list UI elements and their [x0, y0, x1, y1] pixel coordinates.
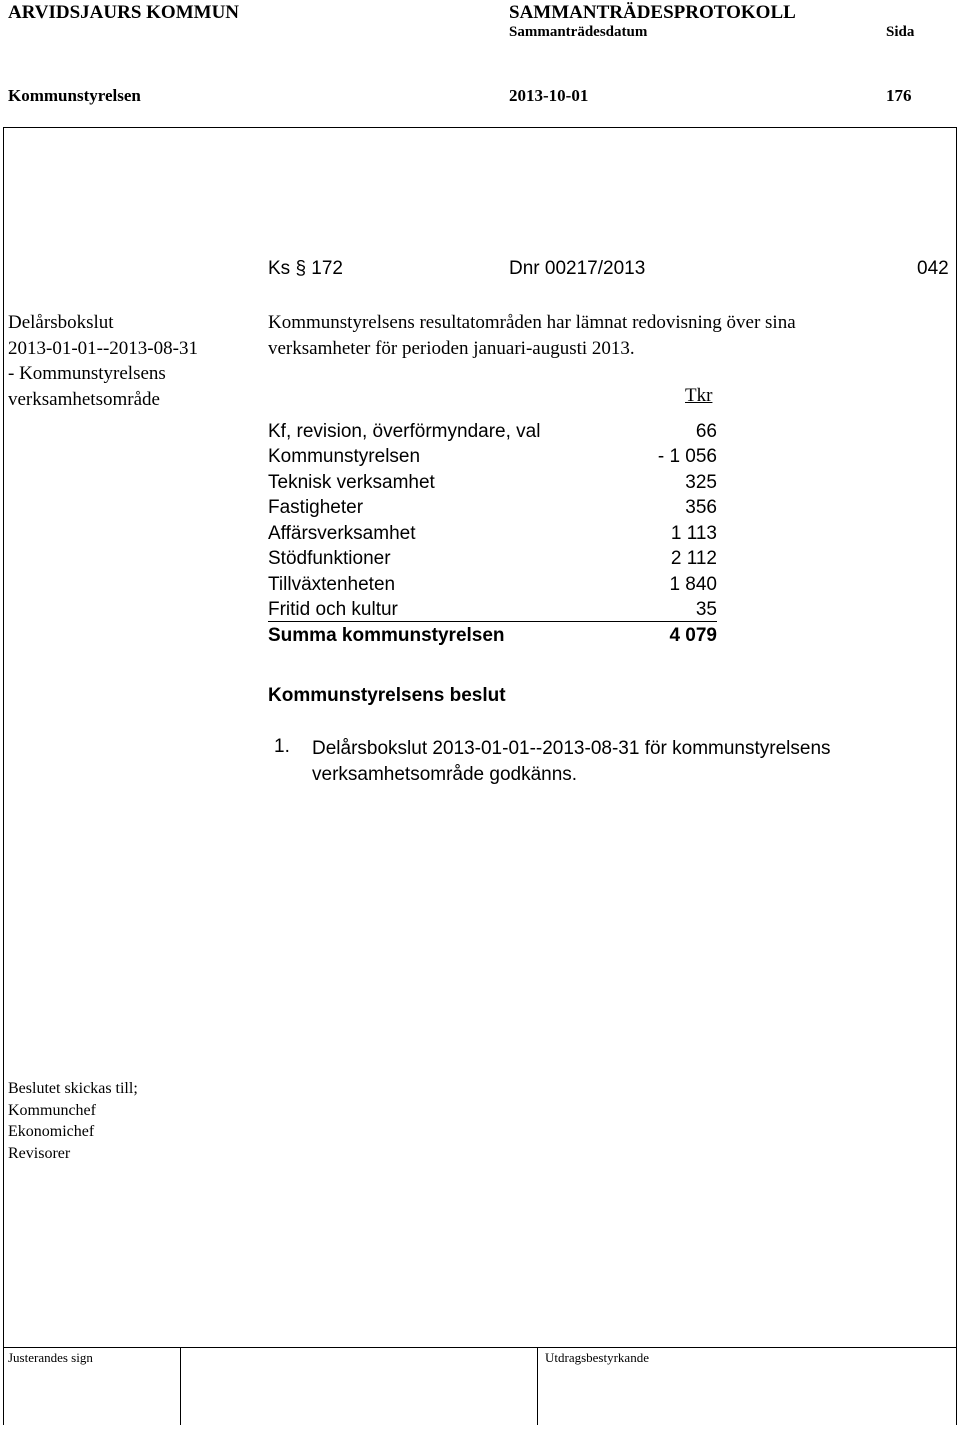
table-row: [268, 523, 717, 548]
decision-line: Delårsbokslut 2013-01-01--2013-08-31 för kommunstyrelsens: [312, 738, 831, 759]
table-row: [268, 497, 717, 522]
footer-divider: [3, 1347, 957, 1348]
sidebar-title: [8, 310, 198, 412]
row-value: 325: [685, 472, 717, 493]
date-label: Sammanträdesdatum: [509, 24, 648, 40]
decision-heading: Kommunstyrelsens beslut: [268, 685, 506, 706]
extract-certification-label: Utdragsbestyrkande: [545, 1350, 649, 1365]
document-type: SAMMANTRÄDESPROTOKOLL: [509, 2, 796, 23]
total-value: 4 079: [669, 625, 717, 646]
table-row: [268, 446, 717, 471]
table-row: [268, 548, 717, 573]
intro-line: verksamheter för perioden januari-augusti 2013.: [268, 337, 635, 359]
row-value: 35: [695, 599, 717, 620]
recipient: Kommunchef: [8, 1101, 96, 1119]
table-row: [268, 472, 717, 497]
paragraph-number: Ks § 172: [268, 258, 343, 279]
row-value: 1 113: [670, 523, 717, 544]
decision-line: verksamhetsområde godkänns.: [312, 764, 578, 785]
total-label: Summa kommunstyrelsen: [268, 625, 505, 646]
case-code: 042: [917, 258, 949, 279]
footer-column-divider: [537, 1347, 538, 1425]
row-value: - 1 056: [657, 446, 717, 467]
municipality-name: ARVIDSJAURS KOMMUN: [8, 2, 240, 23]
row-label: Affärsverksamhet: [268, 523, 416, 544]
diary-number: Dnr 00217/2013: [509, 258, 646, 279]
row-value: 1 840: [669, 574, 717, 595]
row-label: Stödfunktioner: [268, 548, 391, 569]
sidebar-line: - Kommunstyrelsens: [8, 363, 166, 384]
row-label: Fritid och kultur: [268, 599, 398, 620]
row-label: Tillväxtenheten: [268, 574, 396, 595]
table-row: [268, 574, 717, 599]
recipient: Revisorer: [8, 1144, 71, 1162]
table-row: [268, 421, 717, 446]
row-label: Kf, revision, överförmyndare, val: [268, 421, 541, 442]
table-total-row: [268, 625, 717, 650]
sidebar-line: Delårsbokslut: [8, 312, 114, 333]
page-number: 176: [886, 86, 912, 105]
row-label: Fastigheter: [268, 497, 364, 518]
body-name: Kommunstyrelsen: [8, 86, 141, 105]
meeting-date: 2013-10-01: [509, 86, 589, 105]
sidebar-line: verksamhetsområde: [8, 388, 160, 410]
intro-text: [268, 310, 796, 361]
row-value: 2 112: [670, 548, 717, 569]
sidebar-line: 2013-01-01--2013-08-31: [8, 337, 198, 359]
row-value: 356: [685, 497, 717, 518]
footer-column-divider: [180, 1347, 181, 1425]
page-label: Sida: [886, 24, 915, 40]
recipient: Ekonomichef: [8, 1123, 95, 1140]
distribution-title: Beslutet skickas till;: [8, 1080, 138, 1097]
table-row: [268, 599, 717, 622]
distribution-list: [8, 1078, 138, 1164]
decision-number: 1.: [274, 736, 290, 757]
row-label: Teknisk verksamhet: [268, 472, 435, 493]
signature-label: Justerandes sign: [8, 1350, 93, 1365]
decision-text: [312, 736, 831, 788]
unit-label: Tkr: [685, 385, 713, 406]
intro-line: Kommunstyrelsens resultatområden har lämnat redovisning över sina: [268, 312, 796, 333]
row-value: 66: [695, 421, 717, 442]
row-label: Kommunstyrelsen: [268, 446, 421, 467]
